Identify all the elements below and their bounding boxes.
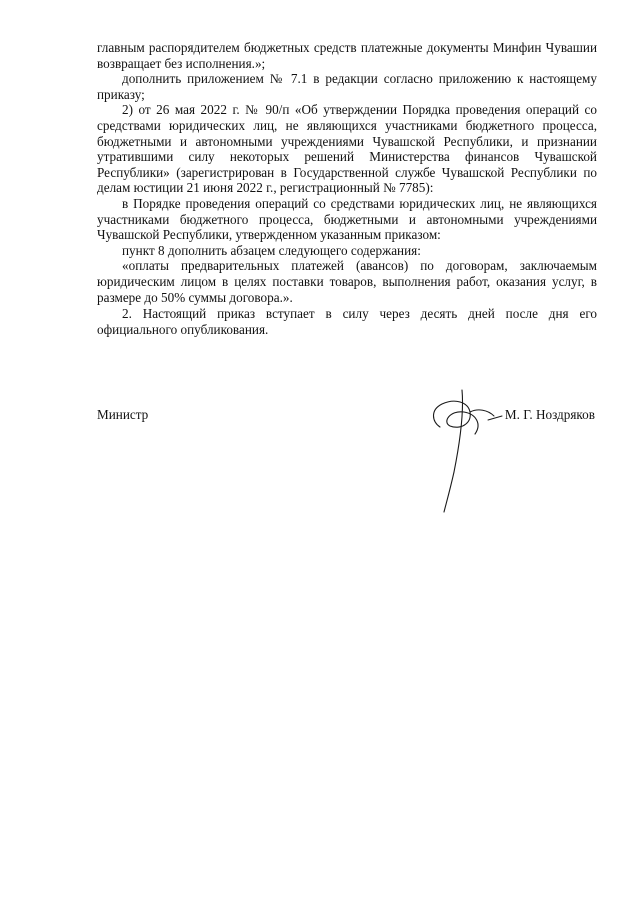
- signature-block: [97, 407, 597, 427]
- paragraph-effective-date: 2. Настоящий приказ вступает в силу через десять дней после дня его официального опубликования.: [97, 306, 597, 337]
- signer-position: Министр: [97, 407, 149, 422]
- paragraph-point-8: пункт 8 дополнить абзацем следующего содержания:: [122, 242, 421, 258]
- paragraph-procedure: в Порядке проведения операций со средствами юридических лиц, не являющихся участниками бюджетного процесса, бюджетными и автономными учреждениями Чувашской Республики, утвержденном указанным приказом:: [97, 195, 597, 243]
- paragraph-order-reference: 2) от 26 мая 2022 г. № 90/п «Об утверждении Порядка проведения операций со средствами юридических лиц, не являющихся участниками бюджетного процесса, бюджетными и автономными учреждениями Чувашской Республики, и признании утратившими силу некоторых решений Министерства финансов Чувашской Республики» (зарегистрирован в Государственной службе Чувашской Республики по делам юстиции 21 июня 2022 г., регистрационный № 7785):: [97, 102, 597, 196]
- document-body: [97, 40, 597, 337]
- handwritten-signature-icon: [420, 372, 510, 522]
- signer-name: М. Г. Ноздряков: [504, 407, 595, 422]
- paragraph-continuation: главным распорядителем бюджетных средств платежные документы Минфин Чувашии возвращает без исполнения.»;: [97, 40, 597, 71]
- paragraph-quoted-addition: «оплаты предварительных платежей (авансов) по договорам, заключаемым юридическим лицом в целях поставки товаров, выполнения работ, оказания услуг, в размере до 50% суммы договора.».: [97, 258, 597, 305]
- paragraph-add-appendix: дополнить приложением № 7.1 в редакции согласно приложению к настоящему приказу;: [97, 71, 597, 102]
